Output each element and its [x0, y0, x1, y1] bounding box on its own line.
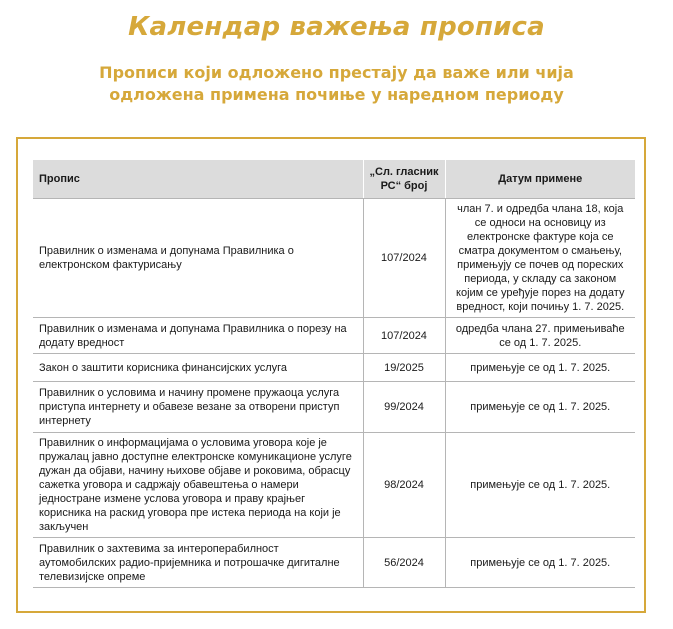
regulations-table — [33, 160, 635, 588]
cell-glasnik: 107/2024 — [363, 199, 445, 318]
table-row — [33, 354, 635, 382]
header-propis: Пропис — [33, 160, 363, 199]
cell-propis: Правилник о информацијама о условима уговора које је пружалац јавно доступне електронске комуникационе услуге дужан да објави, начину њихове објаве и роковима, обрасцу сажетка уговора и садржају обавештења о намери једностране измене услова уговора и праву крајњег корисника на раскид уговора пре истека периода на који је закључен — [33, 433, 363, 538]
subtitle-line-1: Прописи који одложено престају да важе или чија — [99, 63, 574, 82]
cell-glasnik: 98/2024 — [363, 433, 445, 538]
table-row — [33, 433, 635, 538]
cell-propis: Закон о заштити корисника финансијских услуга — [33, 354, 363, 382]
page-subtitle — [0, 62, 673, 106]
header-datum: Датум примене — [445, 160, 635, 199]
cell-propis: Правилник о условима и начину промене пружаоца услуга приступа интернету и обавезе везане за отворени приступ интернету — [33, 382, 363, 433]
cell-datum: примењује се од 1. 7. 2025. — [445, 433, 635, 538]
cell-propis: Правилник о изменама и допунама Правилника о електронском фактурисању — [33, 199, 363, 318]
cell-glasnik: 99/2024 — [363, 382, 445, 433]
cell-datum: примењује се од 1. 7. 2025. — [445, 354, 635, 382]
cell-glasnik: 107/2024 — [363, 318, 445, 354]
table-row — [33, 538, 635, 588]
cell-datum: члан 7. и одредба члана 18, која се односи на основицу из електронске фактуре која се сматра документом о смањењу, примењују се почев од пореских периода, у складу са законом којим се уређује порез на додату вредност, који почињу 1. 7. 2025. — [445, 199, 635, 318]
cell-datum: примењује се од 1. 7. 2025. — [445, 538, 635, 588]
table-header-row — [33, 160, 635, 199]
header-glasnik: „Сл. гласник РС“ број — [363, 160, 445, 199]
table-row — [33, 318, 635, 354]
table-row — [33, 199, 635, 318]
subtitle-line-2: одложена примена почиње у наредном периоду — [109, 85, 564, 104]
cell-glasnik: 19/2025 — [363, 354, 445, 382]
cell-datum: примењује се од 1. 7. 2025. — [445, 382, 635, 433]
cell-datum: одредба члана 27. примењиваће се од 1. 7. 2025. — [445, 318, 635, 354]
cell-glasnik: 56/2024 — [363, 538, 445, 588]
page-title: Календар важења прописа — [128, 12, 545, 42]
cell-propis: Правилник о захтевима за интероперабилност аутомобилских радио-пријемника и потрошачке дигиталне телевизијске опреме — [33, 538, 363, 588]
table-row — [33, 382, 635, 433]
cell-propis: Правилник о изменама и допунама Правилника о порезу на додату вредност — [33, 318, 363, 354]
